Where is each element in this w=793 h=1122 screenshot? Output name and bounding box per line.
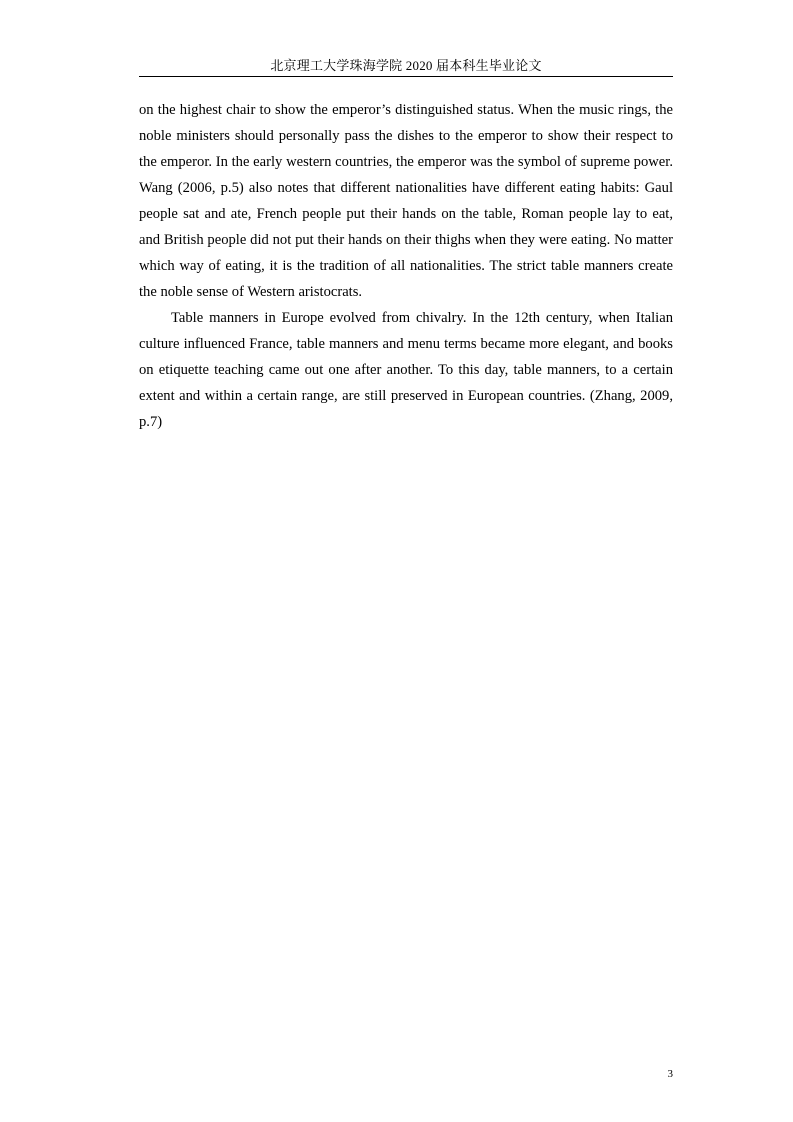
- running-header: 北京理工大学珠海学院 2020 届本科生毕业论文: [139, 56, 673, 77]
- page-number: 3: [667, 1068, 673, 1080]
- body-text: [139, 97, 673, 435]
- paragraph-table-manners-europe: Table manners in Europe evolved from chivalry. In the 12th century, when Italian culture influenced France, table manners and menu terms became more elegant, and books on etiquette teaching came out one after another. To this day, table manners, to a certain extent and within a certain range, are still preserved in European countries. (Zhang, 2009, p.7): [139, 310, 673, 430]
- paragraph-continued: on the highest chair to show the emperor’s distinguished status. When the music rings, the noble ministers should personally pass the dishes to the emperor to show their respect to the emperor. In the early western countries, the emperor was the symbol of supreme power. Wang (2006, p.5) also notes that different nationalities have different eating habits: Gaul people sat and ate, French people put their hands on the table, Roman people lay to eat, and British people did not put their hands on their thighs when they were eating. No matter which way of eating, it is the tradition of all nationalities. The strict table manners create the noble sense of Western aristocrats.: [139, 102, 673, 300]
